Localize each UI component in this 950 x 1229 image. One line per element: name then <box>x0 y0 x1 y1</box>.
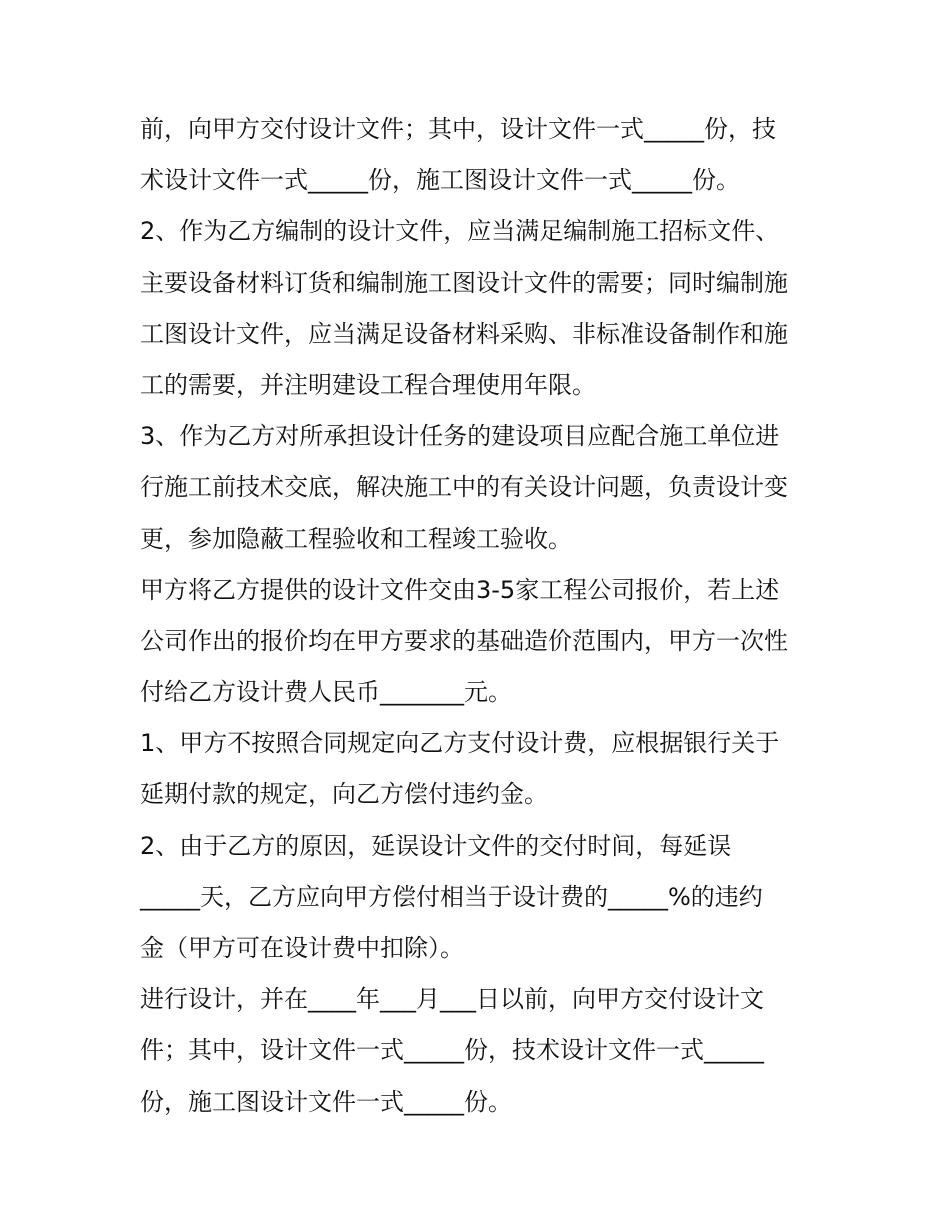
text-line: 延期付款的规定，向乙方偿付违约金。 <box>140 780 548 809</box>
text-line: 术设计文件一式_____份，施工图设计文件一式_____份。 <box>140 166 740 195</box>
text-line: 公司作出的报价均在甲方要求的基础造价范围内，甲方一次性 <box>140 626 788 655</box>
text-line: 件；其中，设计文件一式_____份，技术设计文件一式_____ <box>140 1036 764 1065</box>
text-line: 2、作为乙方编制的设计文件，应当满足编制施工招标文件、 <box>140 217 780 246</box>
text-line: 工图设计文件，应当满足设备材料采购、非标准设备制作和施 <box>140 319 788 348</box>
text-line: 2、由于乙方的原因，延误设计文件的交付时间，每延误 <box>140 831 732 860</box>
text-line: 更，参加隐蔽工程验收和工程竣工验收。 <box>140 524 572 553</box>
text-line: 进行设计，并在____年___月___日以前，向甲方交付设计文 <box>140 985 764 1014</box>
text-line: 1、甲方不按照合同规定向乙方支付设计费，应根据银行关于 <box>140 729 780 758</box>
document-body <box>140 104 820 1128</box>
text-line: 行施工前技术交底，解决施工中的有关设计问题，负责设计变 <box>140 473 788 502</box>
text-line: _____天，乙方应向甲方偿付相当于设计费的_____%的违约 <box>140 882 763 911</box>
text-line: 工的需要，并注明建设工程合理使用年限。 <box>140 370 596 399</box>
text-line: 前，向甲方交付设计文件；其中，设计文件一式_____份，技 <box>140 115 776 143</box>
text-line: 主要设备材料订货和编制施工图设计文件的需要；同时编制施 <box>140 268 788 297</box>
text-line: 付给乙方设计费人民币_______元。 <box>140 678 512 707</box>
text-line: 份，施工图设计文件一式_____份。 <box>140 1087 512 1116</box>
text-line: 金（甲方可在设计费中扣除）。 <box>140 934 464 962</box>
text-line: 甲方将乙方提供的设计文件交由3-5家工程公司报价，若上述 <box>140 575 780 604</box>
text-line: 3、作为乙方对所承担设计任务的建设项目应配合施工单位进 <box>140 422 780 451</box>
